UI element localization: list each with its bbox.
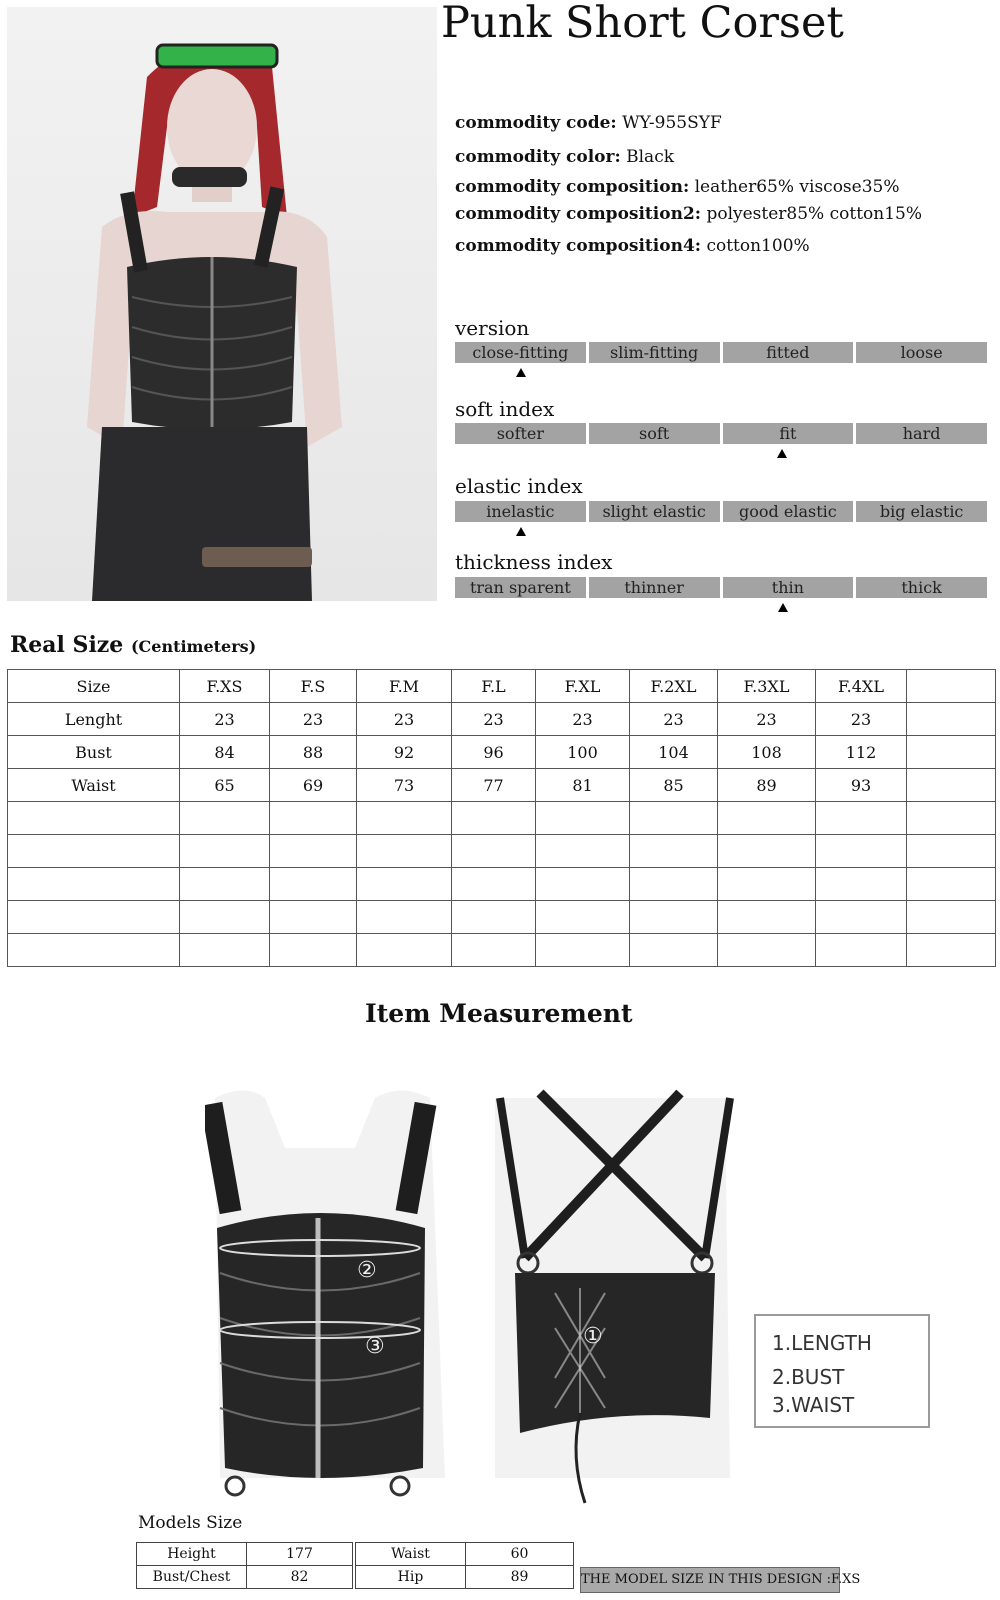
size-cell bbox=[816, 868, 907, 901]
size-cell bbox=[536, 901, 630, 934]
table-row bbox=[8, 703, 996, 736]
size-cell bbox=[907, 769, 996, 802]
size-row-label bbox=[8, 901, 180, 934]
size-cell bbox=[907, 934, 996, 967]
model-size-note: THE MODEL SIZE IN THIS DESIGN :F.XS bbox=[580, 1567, 840, 1593]
corset-front bbox=[205, 1091, 445, 1496]
table-row bbox=[8, 802, 996, 835]
size-cell: 23 bbox=[357, 703, 452, 736]
size-cell: 81 bbox=[536, 769, 630, 802]
version-scale bbox=[455, 342, 987, 363]
models-size-title: Models Size bbox=[138, 1513, 243, 1533]
size-cell: 108 bbox=[718, 736, 816, 769]
size-header-cell: F.XL bbox=[536, 670, 630, 703]
version-title: version bbox=[455, 316, 530, 340]
table-row bbox=[8, 934, 996, 967]
soft-index-option: soft bbox=[589, 423, 720, 444]
elastic-index-option: good elastic bbox=[723, 501, 854, 522]
size-table-header-row bbox=[8, 670, 996, 703]
size-cell bbox=[816, 901, 907, 934]
item-measurement-title: Item Measurement bbox=[365, 999, 633, 1028]
thickness-index-option: thin bbox=[723, 577, 854, 598]
spec-commodity-composition bbox=[455, 179, 900, 196]
elastic-index-option: inelastic bbox=[455, 501, 586, 522]
table-row bbox=[8, 736, 996, 769]
size-row-label: Waist bbox=[8, 769, 180, 802]
corset-back bbox=[495, 1093, 730, 1503]
size-cell bbox=[630, 802, 718, 835]
size-cell bbox=[452, 835, 536, 868]
spec-label: commodity color: bbox=[455, 147, 621, 167]
legend-item-length: 1.LENGTH bbox=[772, 1331, 872, 1355]
size-cell bbox=[718, 934, 816, 967]
size-row-label: Lenght bbox=[8, 703, 180, 736]
table-row bbox=[356, 1566, 574, 1589]
size-cell bbox=[718, 901, 816, 934]
size-cell: 92 bbox=[357, 736, 452, 769]
spec-value: cotton100% bbox=[706, 236, 810, 256]
size-cell bbox=[180, 802, 270, 835]
soft-index-scale bbox=[455, 423, 987, 444]
size-cell: 69 bbox=[270, 769, 357, 802]
elastic-index-selected-marker-icon bbox=[516, 527, 526, 536]
model-photo bbox=[7, 7, 437, 601]
soft-index-title: soft index bbox=[455, 397, 555, 421]
elastic-index-scale bbox=[455, 501, 987, 522]
model-measure-label: Bust/Chest bbox=[137, 1566, 247, 1589]
model-measure-label: Height bbox=[137, 1543, 247, 1566]
spec-commodity-code bbox=[455, 115, 722, 132]
table-row bbox=[8, 835, 996, 868]
size-cell bbox=[180, 868, 270, 901]
size-cell: 104 bbox=[630, 736, 718, 769]
size-cell bbox=[907, 835, 996, 868]
model-measure-value: 89 bbox=[466, 1566, 574, 1589]
size-cell: 23 bbox=[816, 703, 907, 736]
spec-value: polyester85% cotton15% bbox=[706, 204, 922, 224]
model-measure-value: 82 bbox=[247, 1566, 353, 1589]
soft-index-option: softer bbox=[455, 423, 586, 444]
thickness-index-option: thinner bbox=[589, 577, 720, 598]
size-cell bbox=[270, 901, 357, 934]
model-measurements-left bbox=[136, 1542, 353, 1589]
size-cell bbox=[907, 703, 996, 736]
size-cell bbox=[816, 835, 907, 868]
size-cell: 23 bbox=[452, 703, 536, 736]
elastic-index-option: slight elastic bbox=[589, 501, 720, 522]
soft-index-selected-marker-icon bbox=[777, 449, 787, 458]
size-cell bbox=[718, 835, 816, 868]
spec-label: commodity composition2: bbox=[455, 204, 702, 224]
size-cell bbox=[270, 868, 357, 901]
size-cell: 96 bbox=[452, 736, 536, 769]
size-table bbox=[7, 669, 996, 967]
thickness-index-selected-marker-icon bbox=[778, 603, 788, 612]
size-header-cell: F.M bbox=[357, 670, 452, 703]
version-option: loose bbox=[856, 342, 987, 363]
spec-label: commodity code: bbox=[455, 113, 617, 133]
size-cell bbox=[270, 802, 357, 835]
size-header-cell: F.L bbox=[452, 670, 536, 703]
size-cell: 23 bbox=[180, 703, 270, 736]
legend-item-waist: 3.WAIST bbox=[772, 1393, 855, 1417]
size-row-label bbox=[8, 802, 180, 835]
size-cell bbox=[907, 901, 996, 934]
size-cell bbox=[907, 802, 996, 835]
size-cell bbox=[357, 835, 452, 868]
version-selected-marker-icon bbox=[516, 368, 526, 377]
size-cell bbox=[357, 934, 452, 967]
elastic-index-option: big elastic bbox=[856, 501, 987, 522]
model-measure-value: 60 bbox=[466, 1543, 574, 1566]
size-cell: 73 bbox=[357, 769, 452, 802]
size-cell: 23 bbox=[270, 703, 357, 736]
size-header-cell bbox=[907, 670, 996, 703]
size-cell: 89 bbox=[718, 769, 816, 802]
length-marker: ① bbox=[583, 1324, 603, 1349]
model-measure-label: Hip bbox=[356, 1566, 466, 1589]
size-cell bbox=[630, 835, 718, 868]
size-cell bbox=[180, 934, 270, 967]
bust-marker: ② bbox=[357, 1258, 377, 1283]
size-cell: 23 bbox=[630, 703, 718, 736]
waist-marker: ③ bbox=[365, 1334, 385, 1359]
size-cell bbox=[270, 934, 357, 967]
product-title: Punk Short Corset bbox=[441, 0, 844, 48]
size-header-cell: F.S bbox=[270, 670, 357, 703]
table-row bbox=[8, 901, 996, 934]
measurement-legend bbox=[754, 1314, 930, 1428]
spec-label: commodity composition4: bbox=[455, 236, 702, 256]
size-cell bbox=[536, 802, 630, 835]
thickness-index-option: thick bbox=[856, 577, 987, 598]
spec-value: WY-955SYF bbox=[622, 113, 722, 133]
table-row bbox=[356, 1543, 574, 1566]
table-row bbox=[137, 1566, 353, 1589]
size-cell bbox=[357, 868, 452, 901]
size-cell bbox=[816, 802, 907, 835]
size-cell: 77 bbox=[452, 769, 536, 802]
size-row-label: Bust bbox=[8, 736, 180, 769]
model-measure-label: Waist bbox=[356, 1543, 466, 1566]
size-cell bbox=[718, 868, 816, 901]
spec-commodity-composition2 bbox=[455, 206, 922, 223]
size-cell: 112 bbox=[816, 736, 907, 769]
spec-value: leather65% viscose35% bbox=[694, 177, 900, 197]
size-cell: 93 bbox=[816, 769, 907, 802]
thickness-index-option: tran sparent bbox=[455, 577, 586, 598]
size-row-label bbox=[8, 835, 180, 868]
size-cell: 100 bbox=[536, 736, 630, 769]
version-option: slim-fitting bbox=[589, 342, 720, 363]
size-cell bbox=[630, 868, 718, 901]
spec-value: Black bbox=[626, 147, 675, 167]
size-cell bbox=[630, 934, 718, 967]
size-cell bbox=[357, 901, 452, 934]
thickness-index-title: thickness index bbox=[455, 550, 613, 574]
size-cell bbox=[452, 868, 536, 901]
size-cell: 88 bbox=[270, 736, 357, 769]
size-cell bbox=[816, 934, 907, 967]
size-cell: 23 bbox=[718, 703, 816, 736]
size-header-cell: F.XS bbox=[180, 670, 270, 703]
size-cell bbox=[452, 802, 536, 835]
size-cell bbox=[180, 835, 270, 868]
thickness-index-scale bbox=[455, 577, 987, 598]
version-option: fitted bbox=[723, 342, 854, 363]
legend-item-bust: 2.BUST bbox=[772, 1365, 845, 1389]
table-row bbox=[137, 1543, 353, 1566]
size-cell: 23 bbox=[536, 703, 630, 736]
size-row-label bbox=[8, 934, 180, 967]
soft-index-option: fit bbox=[723, 423, 854, 444]
spec-commodity-composition4 bbox=[455, 238, 810, 255]
corset-front-back-illustration bbox=[205, 1078, 745, 1518]
version-option: close-fitting bbox=[455, 342, 586, 363]
soft-index-option: hard bbox=[856, 423, 987, 444]
size-cell bbox=[536, 934, 630, 967]
table-row bbox=[8, 769, 996, 802]
size-cell bbox=[718, 802, 816, 835]
size-cell bbox=[180, 901, 270, 934]
size-cell bbox=[270, 835, 357, 868]
size-cell bbox=[452, 901, 536, 934]
size-header-cell: F.2XL bbox=[630, 670, 718, 703]
elastic-index-title: elastic index bbox=[455, 474, 583, 498]
size-cell bbox=[907, 868, 996, 901]
size-cell bbox=[536, 835, 630, 868]
size-row-label bbox=[8, 868, 180, 901]
size-cell: 65 bbox=[180, 769, 270, 802]
size-cell bbox=[907, 736, 996, 769]
real-size-heading bbox=[10, 632, 256, 658]
size-cell bbox=[630, 901, 718, 934]
model-photo-illustration bbox=[7, 7, 437, 601]
spec-commodity-color bbox=[455, 149, 674, 166]
size-header-cell: F.3XL bbox=[718, 670, 816, 703]
size-cell: 85 bbox=[630, 769, 718, 802]
size-cell bbox=[536, 868, 630, 901]
size-cell bbox=[357, 802, 452, 835]
size-cell bbox=[452, 934, 536, 967]
real-size-unit: (Centimeters) bbox=[130, 637, 257, 656]
real-size-title: Real Size bbox=[10, 632, 124, 658]
size-header-cell: F.4XL bbox=[816, 670, 907, 703]
table-row bbox=[8, 868, 996, 901]
corset-drawing bbox=[205, 1078, 745, 1518]
size-header-cell: Size bbox=[8, 670, 180, 703]
size-cell: 84 bbox=[180, 736, 270, 769]
model-measure-value: 177 bbox=[247, 1543, 353, 1566]
spec-label: commodity composition: bbox=[455, 177, 690, 197]
model-measurements-right bbox=[355, 1542, 574, 1589]
